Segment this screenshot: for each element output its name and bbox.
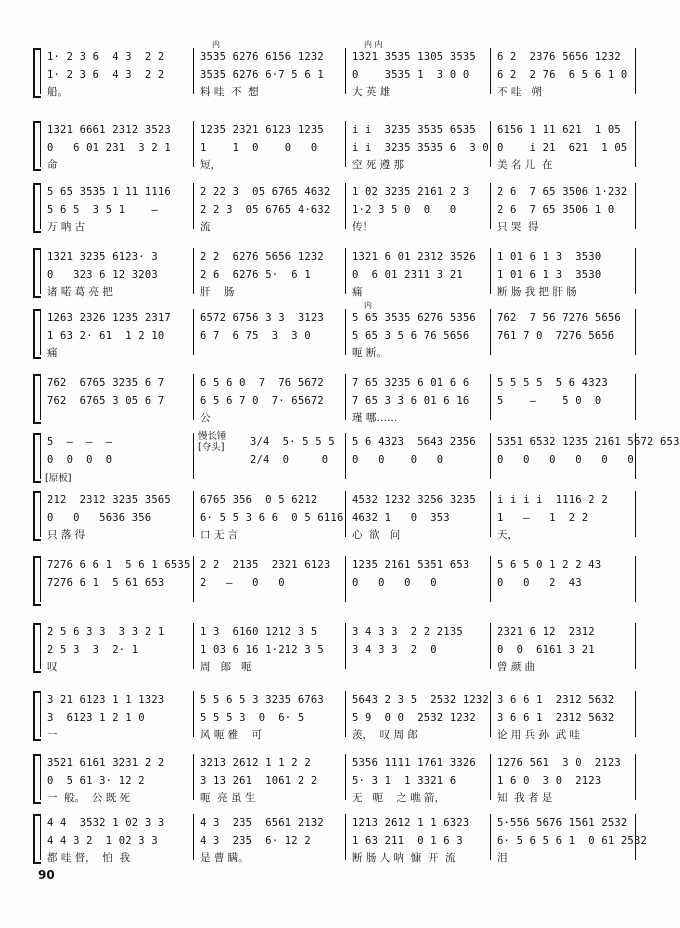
melody-line: 7276 6 6 1 5 6 1 6535 (47, 559, 191, 571)
barline (635, 374, 636, 420)
score-system (0, 242, 655, 302)
lyric-text: 美 名 儿 在 (497, 159, 553, 171)
melody-line: 5 6 5 0 1 2 2 43 (497, 559, 602, 571)
accompaniment-line: 762 6765 3 05 6 7 (47, 395, 165, 407)
melody-line: 3535 6276 6156 1232 (200, 51, 324, 63)
melody-line: 1235 2161 5351 653 (352, 559, 470, 571)
melody-line: 6 2 2376 5656 1232 (497, 51, 621, 63)
accompaniment-line: 1 6 0 3 0 2123 (497, 775, 602, 787)
accompaniment-line: 0 323 6 12 3203 (47, 269, 158, 281)
barline (345, 623, 346, 669)
barline (40, 691, 41, 737)
barline (193, 121, 194, 167)
melody-line: 5 5 6 5 3 3235 6763 (200, 694, 324, 706)
barline (635, 491, 636, 537)
accompaniment-line: 2 — 0 0 (200, 577, 285, 589)
accompaniment-line: 3 6 6 1 2312 5632 (497, 712, 615, 724)
performance-mark: 内 (364, 301, 372, 310)
lyric-text: 公 (200, 412, 211, 424)
barline (193, 556, 194, 602)
accompaniment-line: 3 6123 1 2 1 0 (47, 712, 145, 724)
barline (345, 48, 346, 94)
lyric-text: 风 呃 雅 可 (200, 729, 263, 741)
lyric-text: 无 呃 之 噍 箭， (352, 792, 446, 804)
accompaniment-line: 1 01 6 1 3 3530 (497, 269, 602, 281)
lyric-text: 一 般。 公 既 死 (47, 792, 131, 804)
accompaniment-line: 1 63 2· 61 1 2 10 (47, 330, 165, 342)
barline (635, 691, 636, 737)
accompaniment-line: 4 4 3 2 1 02 3 3 (47, 835, 158, 847)
score-system (0, 808, 655, 868)
lyric-text: 料 哇 不 想 (200, 86, 259, 98)
melody-line: 2321 6 12 2312 (497, 626, 595, 638)
melody-line: 3/4 5· 5 5 5 (250, 436, 335, 448)
accompaniment-line: 7 65 3 3 6 01 6 16 (352, 395, 470, 407)
barline (490, 433, 491, 479)
melody-line: 1235 2321 6123 1235 (200, 124, 324, 136)
barline (345, 814, 346, 860)
melody-line: 1 3 6160 1212 3 5 (200, 626, 318, 638)
lyric-text: 痛 (47, 347, 58, 359)
score-system (0, 748, 655, 808)
lyric-text: 泪 (497, 852, 508, 864)
section-label: [原板] (45, 473, 72, 484)
melody-line: 4532 1232 3256 3235 (352, 494, 476, 506)
melody-line: 4 3 235 6561 2132 (200, 817, 324, 829)
melody-line: 5356 1111 1761 3326 (352, 757, 476, 769)
lyric-text: 都 哇 督， 怕 我 (47, 852, 131, 864)
barline (40, 183, 41, 229)
lyric-text: 一 (47, 729, 58, 741)
barline (345, 121, 346, 167)
accompaniment-line: 5 65 3 5 6 76 5656 (352, 330, 470, 342)
barline (490, 121, 491, 167)
accompaniment-line: 3 13 261 1061 2 2 (200, 775, 318, 787)
melody-line: 2 2 2135 2321 6123 (200, 559, 331, 571)
barline (635, 48, 636, 94)
lyric-text: 流 (200, 221, 211, 233)
accompaniment-line: 5 6 5 3 5 1 — (47, 204, 158, 216)
barline (635, 556, 636, 602)
melody-line: 2 5 6 3 3 3 3 2 1 (47, 626, 165, 638)
melody-line: 1276 561 3 0 2123 (497, 757, 621, 769)
performance-mark: 内 (212, 40, 220, 49)
barline (193, 814, 194, 860)
accompaniment-line: 2 2 3 05 6765 4·632 (200, 204, 331, 216)
accompaniment-line: 3 4 3 3 2 0 (352, 644, 437, 656)
barline (635, 754, 636, 800)
lyric-text: 大 英 雄 (352, 86, 391, 98)
melody-line: 2 2 6276 5656 1232 (200, 251, 324, 263)
barline (635, 121, 636, 167)
melody-line: 5 65 3535 6276 5356 (352, 312, 476, 324)
barline (193, 754, 194, 800)
accompaniment-line: 0 6 01 2311 3 21 (352, 269, 463, 281)
barline (40, 754, 41, 800)
score-system (0, 617, 655, 677)
lyric-text: 只 哭 得 (497, 221, 539, 233)
barline (490, 491, 491, 537)
accompaniment-line: 2 5 3 3 2· 1 (47, 644, 139, 656)
accompaniment-line: 0 0 2 43 (497, 577, 582, 589)
score-system (0, 473, 655, 545)
barline (345, 433, 346, 479)
lyric-text: 只 落 得 (47, 529, 86, 541)
barline (40, 491, 41, 537)
lyric-text: 万 呐 古 (47, 221, 86, 233)
accompaniment-line: 1· 2 3 6 4 3 2 2 (47, 69, 165, 81)
melody-line: 7 65 3235 6 01 6 6 (352, 377, 470, 389)
lyric-text: 诸 喏 葛 亮 把 (47, 286, 113, 298)
melody-line: 762 7 56 7276 5656 (497, 312, 621, 324)
barline (193, 623, 194, 669)
melody-line: 3521 6161 3231 2 2 (47, 757, 165, 769)
lyric-text: 断 肠 我 把 肝 肠 (497, 286, 577, 298)
melody-line: 2 22 3 05 6765 4632 (200, 186, 331, 198)
score-system (0, 42, 655, 102)
melody-line: 5 — — — (47, 436, 113, 448)
barline (40, 374, 41, 420)
barline (40, 309, 41, 355)
accompaniment-line: 0 0 6161 3 21 (497, 644, 595, 656)
melody-line: 5·556 5676 1561 2532 (497, 817, 628, 829)
melody-line: 5 5 5 5 5 6 4323 (497, 377, 608, 389)
melody-line: i i i i 1116 2 2 (497, 494, 608, 506)
barline (345, 248, 346, 294)
barline (40, 48, 41, 94)
accompaniment-line: 4 3 235 6· 12 2 (200, 835, 311, 847)
accompaniment-line: i i 3235 3535 6 3 0 (352, 142, 489, 154)
accompaniment-line: 6 2 2 76 6 5 6 1 0 (497, 69, 628, 81)
accompaniment-line: 5· 3 1 1 3321 6 (352, 775, 457, 787)
melody-line: 6 5 6 0 7 76 5672 (200, 377, 324, 389)
barline (193, 491, 194, 537)
page-number: 90 (38, 868, 55, 882)
lyric-text: 短， (200, 159, 221, 171)
lyric-text: 肝 肠 (200, 286, 235, 298)
melody-line: 5351 6532 1235 2161 5672 653 (497, 436, 680, 448)
lyric-text: 空 死 遵 那 (352, 159, 405, 171)
barline (40, 814, 41, 860)
barline (490, 374, 491, 420)
lyric-text: 瑾 哪…… (352, 412, 398, 424)
accompaniment-line: 0 0 5636 356 (47, 512, 152, 524)
lyric-text: 不 哇 朔 (497, 86, 542, 98)
barline (193, 248, 194, 294)
accompaniment-line: 6 7 6 75 3 3 0 (200, 330, 311, 342)
accompaniment-line: 4632 1 0 353 (352, 512, 450, 524)
lyric-text: 呃 断。 (352, 347, 387, 359)
lyric-text: 命 (47, 159, 58, 171)
melody-line: 762 6765 3235 6 7 (47, 377, 165, 389)
melody-line: 3 4 3 3 2 2 2135 (352, 626, 463, 638)
barline (490, 691, 491, 737)
barline (193, 691, 194, 737)
barline (490, 309, 491, 355)
barline (490, 814, 491, 860)
score-system (0, 685, 655, 745)
melody-line: 6156 1 11 621 1 05 (497, 124, 621, 136)
section-label: 慢长锤 [夺头] (198, 431, 227, 453)
lyric-text: 是 曹 瞒。 (200, 852, 249, 864)
barline (193, 48, 194, 94)
barline (490, 248, 491, 294)
barline (635, 183, 636, 229)
accompaniment-line: 761 7 0 7276 5656 (497, 330, 615, 342)
melody-line: 3213 2612 1 1 2 2 (200, 757, 311, 769)
melody-line: 1 02 3235 2161 2 3 (352, 186, 470, 198)
melody-line: 1263 2326 1235 2317 (47, 312, 171, 324)
lyric-text: 周 郎 呃 (200, 661, 252, 673)
lyric-text: 船。 (47, 86, 68, 98)
lyric-text: 心 欲 问 (352, 529, 401, 541)
barline (345, 691, 346, 737)
melody-line: 1213 2612 1 1 6323 (352, 817, 470, 829)
accompaniment-line: 1 1 0 0 0 (200, 142, 318, 154)
accompaniment-line: 0 0 0 0 (352, 577, 437, 589)
lyric-text: 痛 (352, 286, 363, 298)
barline (635, 623, 636, 669)
barline (193, 433, 194, 479)
melody-line: i i 3235 3535 6535 (352, 124, 476, 136)
score-system (0, 368, 655, 428)
accompaniment-line: 5 — 5 0 0 (497, 395, 602, 407)
accompaniment-line: 3535 6276 6·7 5 6 1 (200, 69, 324, 81)
accompaniment-line: 0 3535 1 3 0 0 (352, 69, 470, 81)
barline (345, 754, 346, 800)
melody-line: 1321 3235 6123· 3 (47, 251, 158, 263)
barline (40, 121, 41, 167)
barline (40, 556, 41, 602)
barline (635, 309, 636, 355)
melody-line: 1321 6 01 2312 3526 (352, 251, 476, 263)
melody-line: 2 6 7 65 3506 1·232 (497, 186, 628, 198)
barline (345, 556, 346, 602)
lyric-text: 叹 (47, 661, 58, 673)
accompaniment-line: 7276 6 1 5 61 653 (47, 577, 165, 589)
accompaniment-line: 5 9 0 0 2532 1232 (352, 712, 476, 724)
barline (345, 309, 346, 355)
score-system (0, 115, 655, 175)
score-system (0, 427, 680, 487)
accompaniment-line: 1 — 1 2 2 (497, 512, 589, 524)
barline (40, 433, 41, 479)
lyric-text: 论 用 兵 孙 武 哇 (497, 729, 581, 741)
accompaniment-line: 1·2 3 5 0 0 0 (352, 204, 457, 216)
barline (345, 183, 346, 229)
barline (193, 374, 194, 420)
melody-line: 5643 2 3 5 2532 1232 (352, 694, 489, 706)
melody-line: 212 2312 3235 3565 (47, 494, 171, 506)
accompaniment-line: 6· 5 6 5 6 1 0 61 2532 (497, 835, 647, 847)
melody-line: 5 6 4323 5643 2356 (352, 436, 476, 448)
barline (40, 623, 41, 669)
lyric-text: 呃 亮 虽 生 (200, 792, 256, 804)
barline (345, 374, 346, 420)
barline (193, 309, 194, 355)
performance-mark: 内 内 (364, 40, 383, 49)
barline (635, 248, 636, 294)
lyric-text: 羡， 叹 周 郎 (352, 729, 418, 741)
lyric-text: 知 我 者 是 (497, 792, 553, 804)
melody-line: 1321 6661 2312 3523 (47, 124, 171, 136)
barline (490, 754, 491, 800)
accompaniment-line: 0 5 61 3· 12 2 (47, 775, 145, 787)
melody-line: 3 21 6123 1 1 1323 (47, 694, 165, 706)
accompaniment-line: 2 6 6276 5· 6 1 (200, 269, 311, 281)
melody-line: 6765 356 0 5 6212 (200, 494, 318, 506)
accompaniment-line: 2 6 7 65 3506 1 0 (497, 204, 615, 216)
accompaniment-line: 1 63 211 0 1 6 3 (352, 835, 463, 847)
barline (345, 491, 346, 537)
score-system (0, 303, 655, 363)
accompaniment-line: 2/4 0 0 (250, 454, 329, 466)
melody-line: 1· 2 3 6 4 3 2 2 (47, 51, 165, 63)
lyric-text: 口 无 言 (200, 529, 239, 541)
melody-line: 3 6 6 1 2312 5632 (497, 694, 615, 706)
barline (490, 556, 491, 602)
melody-line: 4 4 3532 1 02 3 3 (47, 817, 165, 829)
melody-line: 1 01 6 1 3 3530 (497, 251, 602, 263)
accompaniment-line: 5 5 5 3 0 6· 5 (200, 712, 305, 724)
lyric-text: 断 肠 人 呐 慷 开 流 (352, 852, 456, 864)
accompaniment-line: 6· 5 5 3 6 6 0 5 6116 (200, 512, 344, 524)
barline (193, 183, 194, 229)
melody-line: 1321 3535 1305 3535 (352, 51, 476, 63)
accompaniment-line: 6 5 6 7 0 7· 65672 (200, 395, 324, 407)
score-system (0, 177, 655, 237)
lyric-text: 曾 颜 曲 (497, 661, 536, 673)
melody-line: 5 65 3535 1 11 1116 (47, 186, 171, 198)
melody-line: 6572 6756 3 3 3123 (200, 312, 324, 324)
barline (490, 183, 491, 229)
accompaniment-line: 0 0 0 0 (352, 454, 444, 466)
accompaniment-line: 0 i 21 621 1 05 (497, 142, 628, 154)
accompaniment-line: 0 0 0 0 0 0 (497, 454, 634, 466)
accompaniment-line: 0 6 01 231 3 2 1 (47, 142, 171, 154)
lyric-text: 传！ (352, 221, 373, 233)
barline (40, 248, 41, 294)
barline (490, 623, 491, 669)
lyric-text: 天， (497, 529, 518, 541)
score-system (0, 550, 655, 610)
barline (490, 48, 491, 94)
accompaniment-line: 1 03 6 16 1·212 3 5 (200, 644, 324, 656)
accompaniment-line: 0 0 0 0 (47, 454, 113, 466)
